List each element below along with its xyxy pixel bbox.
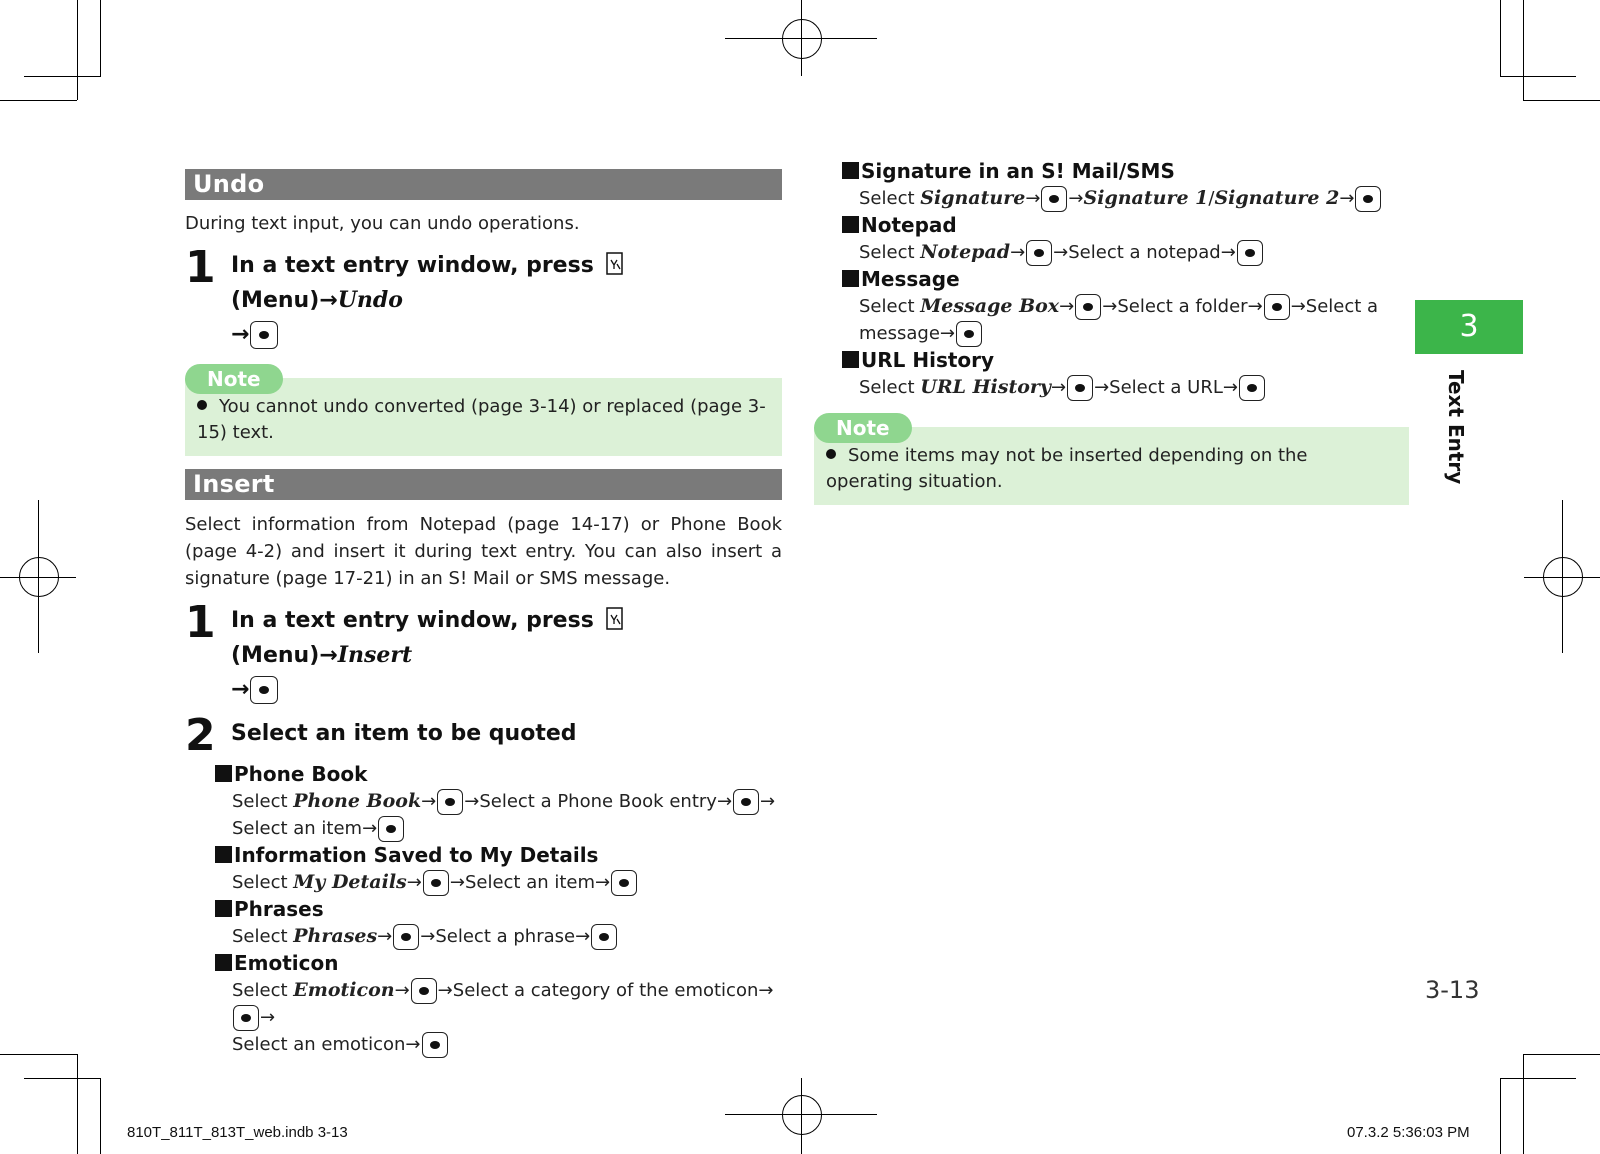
arrow: → [319, 288, 338, 313]
square-bullet-icon [215, 846, 232, 863]
square-bullet-icon [842, 270, 859, 287]
center-select-key-icon [250, 676, 278, 704]
square-bullet-icon [215, 765, 232, 782]
insert-options-left [185, 761, 782, 1058]
insert-command: Insert [337, 642, 413, 668]
menu-label: (Menu) [231, 643, 320, 668]
option-heading: URL History [842, 347, 1409, 374]
arrow: → [231, 322, 250, 347]
note-text: You cannot undo converted (page 3-14) or replaced (page 3-15) text. [197, 396, 766, 443]
center-select-key-icon [411, 978, 437, 1004]
chapter-title: Text Entry [1444, 370, 1468, 485]
undo-command: Undo [337, 287, 403, 313]
option-instructions: Select Signature→ →Signature 1/Signature 2→ [842, 185, 1409, 212]
option-heading: Phrases [215, 896, 782, 923]
center-select-key-icon [1067, 375, 1093, 401]
undo-step-1 [185, 242, 782, 352]
center-select-key-icon [393, 924, 419, 950]
square-bullet-icon [215, 900, 232, 917]
note-tab: Note [814, 413, 912, 443]
step-text: Select an item to be quoted [231, 721, 577, 746]
step-number: 2 [185, 710, 216, 761]
center-select-key-icon [611, 870, 637, 896]
option-heading: Information Saved to My Details [215, 842, 782, 869]
step-number: 1 [185, 242, 216, 293]
bullet-icon [826, 449, 836, 459]
undo-note [185, 367, 782, 456]
square-bullet-icon [842, 216, 859, 233]
note-tab: Note [185, 364, 283, 394]
option-instructions: Select My Details→ →Select an item→ [215, 869, 782, 896]
option-heading: Phone Book [215, 761, 782, 788]
square-bullet-icon [215, 954, 232, 971]
menu-label: (Menu) [231, 288, 320, 313]
menu-key-icon [605, 252, 624, 275]
center-select-key-icon [422, 1032, 448, 1058]
option-instructions: Select Message Box→ →Select a folder→ →Select a message→ [842, 293, 1409, 347]
center-select-key-icon [233, 1005, 259, 1031]
center-select-key-icon [250, 321, 278, 349]
insert-options-right [814, 158, 1409, 401]
step-text: In a text entry window, press [231, 608, 594, 633]
center-select-key-icon [1264, 294, 1290, 320]
center-select-key-icon [1355, 186, 1381, 212]
option-heading: Notepad [842, 212, 1409, 239]
square-bullet-icon [842, 162, 859, 179]
bullet-icon [197, 400, 207, 410]
center-select-key-icon [423, 870, 449, 896]
arrow: → [319, 643, 338, 668]
center-select-key-icon [733, 789, 759, 815]
option-heading: Message [842, 266, 1409, 293]
step-number: 1 [185, 597, 216, 648]
option-instructions: Select Phrases→ →Select a phrase→ [215, 923, 782, 950]
footer-timestamp: 07.3.2 5:36:03 PM [1347, 1124, 1470, 1141]
option-heading: Signature in an S! Mail/SMS [842, 158, 1409, 185]
center-select-key-icon [1075, 294, 1101, 320]
option-instructions: Select Notepad→ →Select a notepad→ [842, 239, 1409, 266]
insert-step-1 [185, 597, 782, 707]
right-column [814, 158, 1409, 505]
insert-section-header: Insert [185, 469, 782, 500]
option-instructions: Select Emoticon→ →Select a category of the emoticon→→ Select an emoticon→ [215, 977, 782, 1058]
step-text: In a text entry window, press [231, 253, 594, 278]
center-select-key-icon [1041, 186, 1067, 212]
undo-section-header: Undo [185, 169, 782, 200]
center-select-key-icon [956, 321, 982, 347]
center-select-key-icon [591, 924, 617, 950]
center-select-key-icon [437, 789, 463, 815]
center-select-key-icon [1026, 240, 1052, 266]
option-instructions: Select Phone Book→ →Select a Phone Book entry→ → Select an item→ [215, 788, 782, 842]
option-instructions: Select URL History→ →Select a URL→ [842, 374, 1409, 401]
square-bullet-icon [842, 351, 859, 368]
center-select-key-icon [1239, 375, 1265, 401]
insert-step-2 [185, 710, 782, 761]
insert-intro: Select information from Notepad (page 14-17) or Phone Book (page 4-2) and insert it during text entry. You can also insert a signature (page 17-21) in an S! Mail or SMS message. [185, 514, 782, 589]
page-number: 3-13 [1425, 976, 1480, 1004]
center-select-key-icon [1237, 240, 1263, 266]
note-text: Some items may not be inserted depending on the operating situation. [826, 445, 1308, 492]
footer-file-name: 810T_811T_813T_web.indb 3-13 [127, 1124, 348, 1141]
undo-intro: During text input, you can undo operations. [185, 213, 580, 234]
insert-note [814, 416, 1409, 505]
left-column [185, 169, 782, 1058]
menu-key-icon [605, 607, 624, 630]
option-heading: Emoticon [215, 950, 782, 977]
arrow: → [231, 677, 250, 702]
center-select-key-icon [378, 816, 404, 842]
chapter-number-tab: 3 [1415, 300, 1523, 354]
